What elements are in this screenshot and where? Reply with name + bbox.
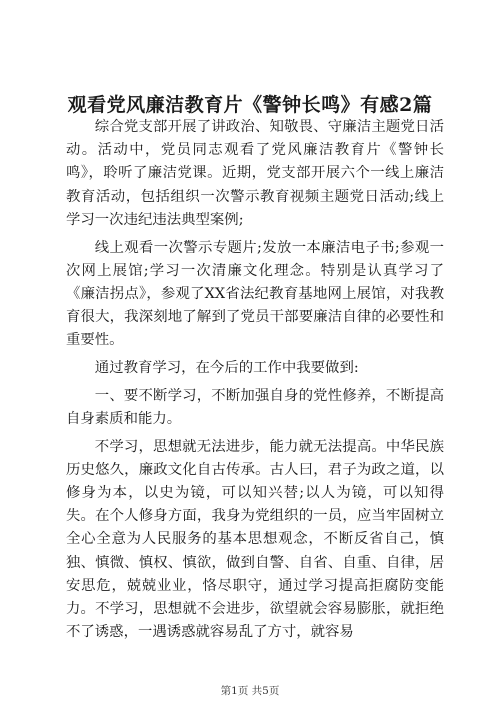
page-footer: 第1页 共5页 [220,685,280,697]
document-body [66,116,444,649]
paragraph-intro: 综合党支部开展了讲政治、知敬畏、守廉洁主题党日活动。活动中，党员同志观看了党风廉洁教育片《警钟长鸣》，聆听了廉洁党课。近期，党支部开展六个一线上廉洁教育活动，包括组织一次警示教育视频主题党日活动;线上学习一次违纪违法典型案例; [66,119,444,228]
document-title: 观看党风廉洁教育片《警钟长鸣》有感2篇 [67,94,433,116]
paragraph-study: 不学习，思想就无法进步，能力就无法提高。中华民族历史悠久，廉政文化自古传承。古人曰，君子为政之道，以修身为本，以史为镜，可以知兴替;以人为镜，可以知得失。在个人修身方面，我身为党组织的一员，应当牢固树立全心全意为人民服务的基本思想观念，不断反省自己，慎独、慎微、慎权、慎欲，做到自警、自省、自重、自律，居安思危，兢兢业业，恪尽职守，通过学习提高拒腐防变能力。不学习，思想就不会进步，欲望就会容易膨胀，就拒绝不了诱惑，一遇诱惑就容易乱了方寸，就容易 [66,438,444,641]
paragraph-activities: 线上观看一次警示专题片;发放一本廉洁电子书;参观一次网上展馆;学习一次清廉文化理念。特别是认真学习了《廉洁拐点》，参观了XX省法纪教育基地网上展馆，对我教育很大，我深刻地了解到了党员干部要廉洁自律的必要性和重要性。 [66,239,444,349]
paragraph-point-one: 一、要不断学习，不断加强自身的党性修养，不断提高自身素质和能力。 [66,387,444,427]
paragraph-commitment: 通过教育学习，在今后的工作中我要做到: [94,360,359,377]
